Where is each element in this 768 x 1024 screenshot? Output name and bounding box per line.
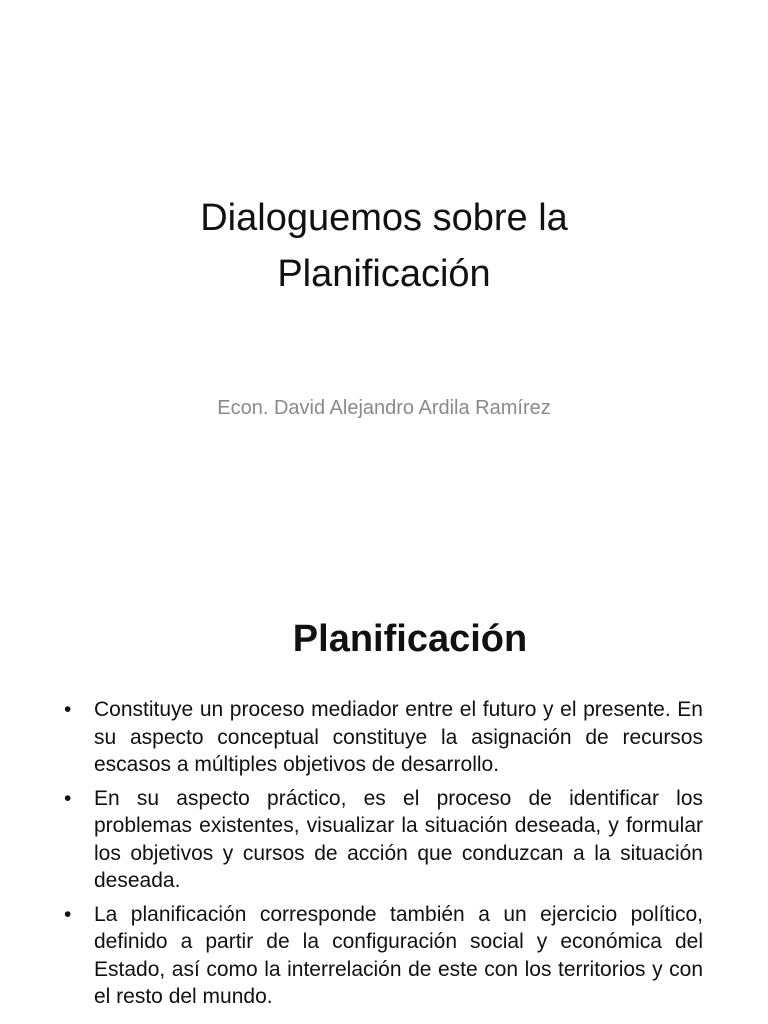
bullet-icon: • <box>64 902 72 926</box>
title-line-1: Dialoguemos sobre la <box>200 197 568 239</box>
author-subtitle: Econ. David Alejandro Ardila Ramírez <box>217 397 551 419</box>
bullet-text: La planificación corresponde también a un ejercicio político, definido a partir de la configuración social y económica del Estado, así como la interrelación de este con los territorios y con el resto del mundo. <box>94 902 703 1008</box>
content-slide <box>0 576 768 1024</box>
bullet-list <box>58 696 703 1017</box>
slide-heading: Planificación <box>292 618 528 660</box>
title-line-2: Planificación <box>277 253 491 295</box>
list-item <box>58 696 703 779</box>
list-item <box>58 901 703 1011</box>
presentation-title <box>0 190 768 302</box>
bullet-icon: • <box>64 698 72 721</box>
bullet-icon: • <box>64 786 72 810</box>
list-item <box>58 785 703 895</box>
bullet-text: En su aspecto práctico, es el proceso de identificar los problemas existentes, visualizar la situación deseada, y formular los objetivos y cursos de acción que conduzcan a la situación deseada. <box>94 786 703 892</box>
bullet-text: Constituye un proceso mediador entre el futuro y el presente. En su aspecto conceptual constituye la asignación de recursos escasos a múltiples objetivos de desarrollo. <box>94 698 703 776</box>
